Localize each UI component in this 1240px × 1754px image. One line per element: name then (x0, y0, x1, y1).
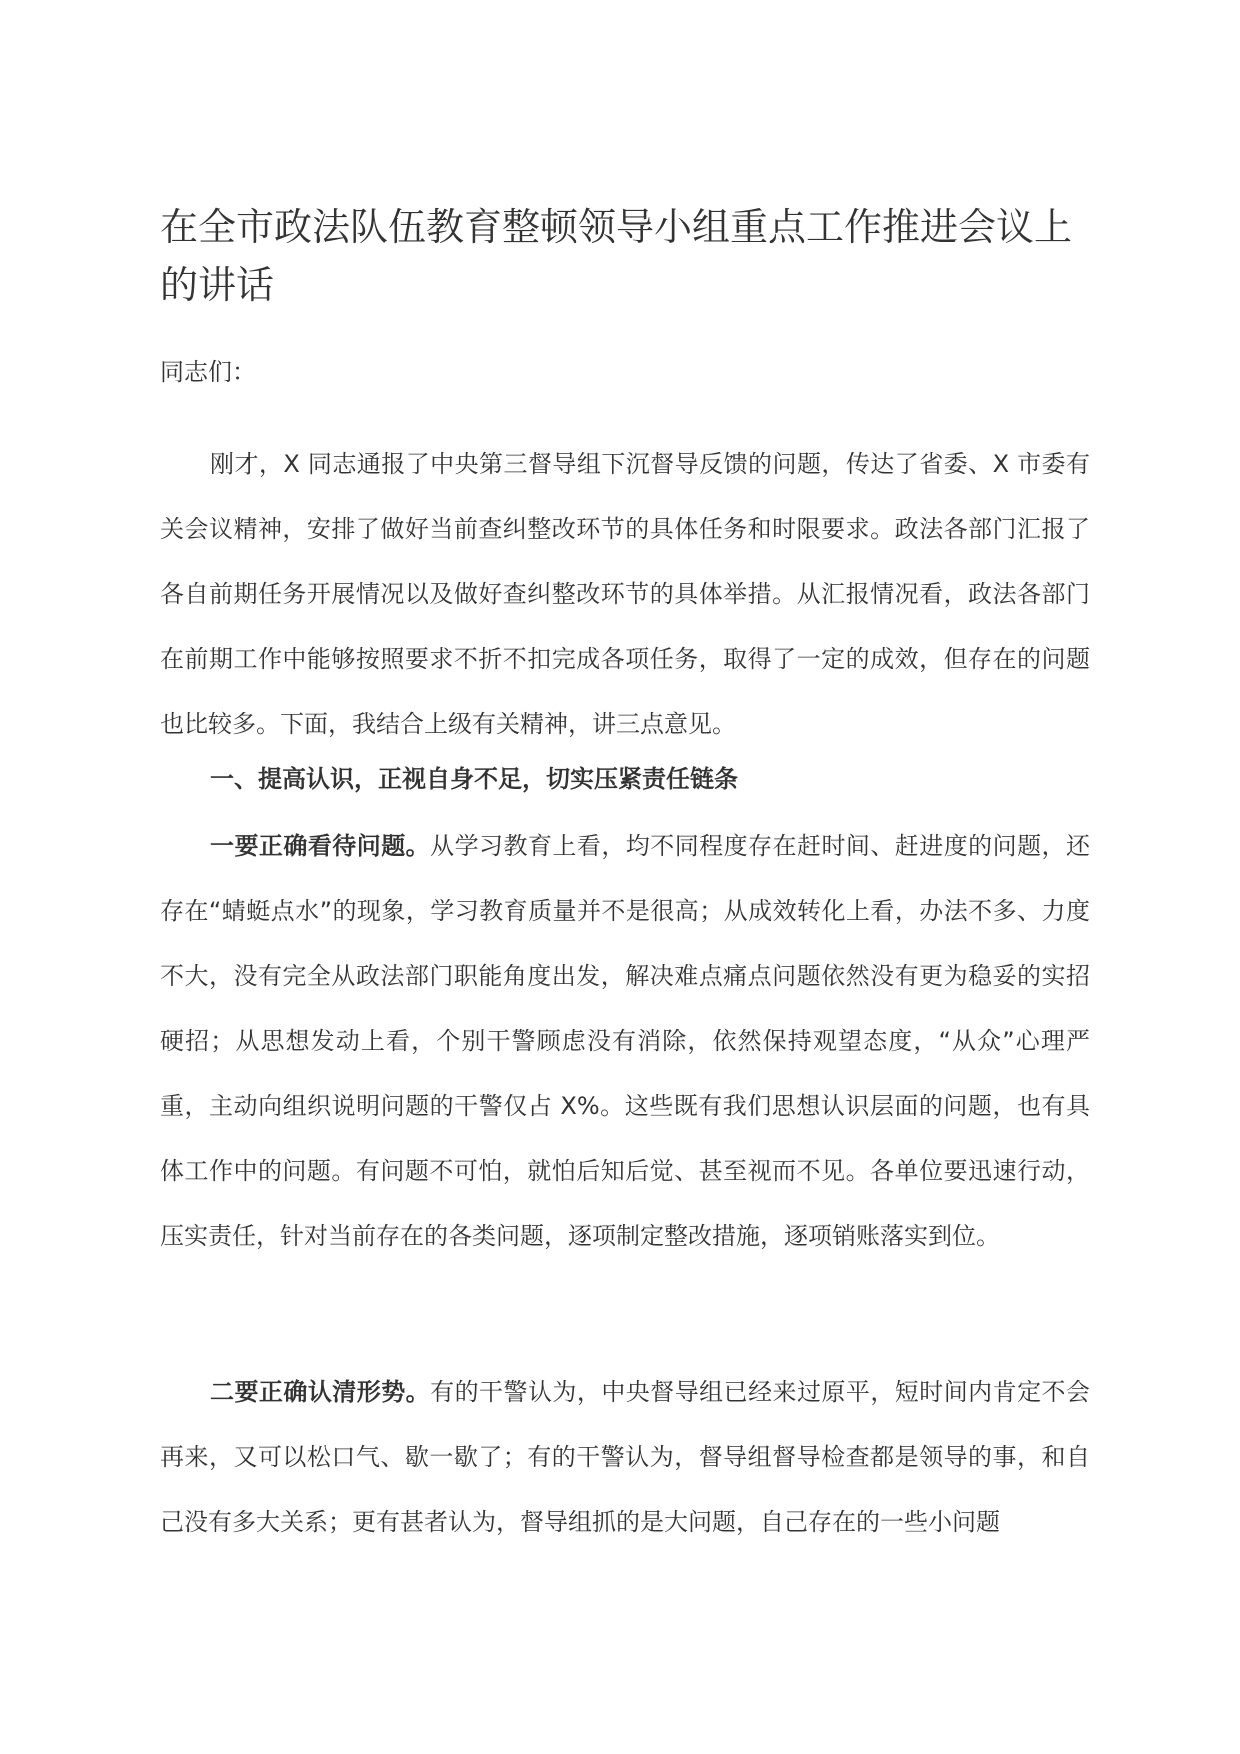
section-heading-1: 一、提高认识，正视自身不足，切实压紧责任链条 (210, 765, 738, 793)
document-title: 在全市政法队伍教育整顿领导小组重点工作推进会议上的讲话 (160, 205, 1073, 307)
paragraph-3 (160, 1360, 1090, 1555)
paragraph-3-body: 有的干警认为，中央督导组已经来过原平，短时间内肯定不会再来，又可以松口气、歇一歇了；有的干警认为，督导组督导检查都是领导的事，和自己没有多大关系；更有甚者认为，督导组抓的是大问题，自己存在的一些小问题 (160, 1378, 1091, 1536)
paragraph-1: 刚才，X 同志通报了中央第三督导组下沉督导反馈的问题，传达了省委、X 市委有关会议精神，安排了做好当前查纠整改环节的具体任务和时限要求。政法各部门汇报了各自前期任务开展情况以及做好查纠整改环节的具体举措。从汇报情况看，政法各部门在前期工作中能够按照要求不折不扣完成各项任务，取得了一定的成效，但存在的问题也比较多。下面，我结合上级有关精神，讲三点意见。 (160, 450, 1090, 738)
paragraph-2 (160, 814, 1090, 1269)
greeting: 同志们： (160, 358, 256, 386)
paragraph-2-lead: 一要正确看待问题。 (210, 832, 431, 860)
paragraph-2-body: 从学习教育上看，均不同程度存在赶时间、赶进度的问题，还存在“蜻蜓点水”的现象，学习教育质量并不是很高；从成效转化上看，办法不多、力度不大，没有完全从政法部门职能角度出发，解决难点痛点问题依然没有更为稳妥的实招硬招；从思想发动上看，个别干警顾虑没有消除，依然保持观望态度，“从众”心理严重，主动向组织说明问题的干警仅占 X%。这些既有我们思想认识层面的问题，也有具体工作中的问题。有问题不可怕，就怕后知后觉、甚至视而不见。各单位要迅速行动，压实责任，针对当前存在的各类问题，逐项制定整改措施，逐项销账落实到位。 (160, 832, 1091, 1250)
paragraph-3-lead: 二要正确认清形势。 (210, 1378, 431, 1406)
